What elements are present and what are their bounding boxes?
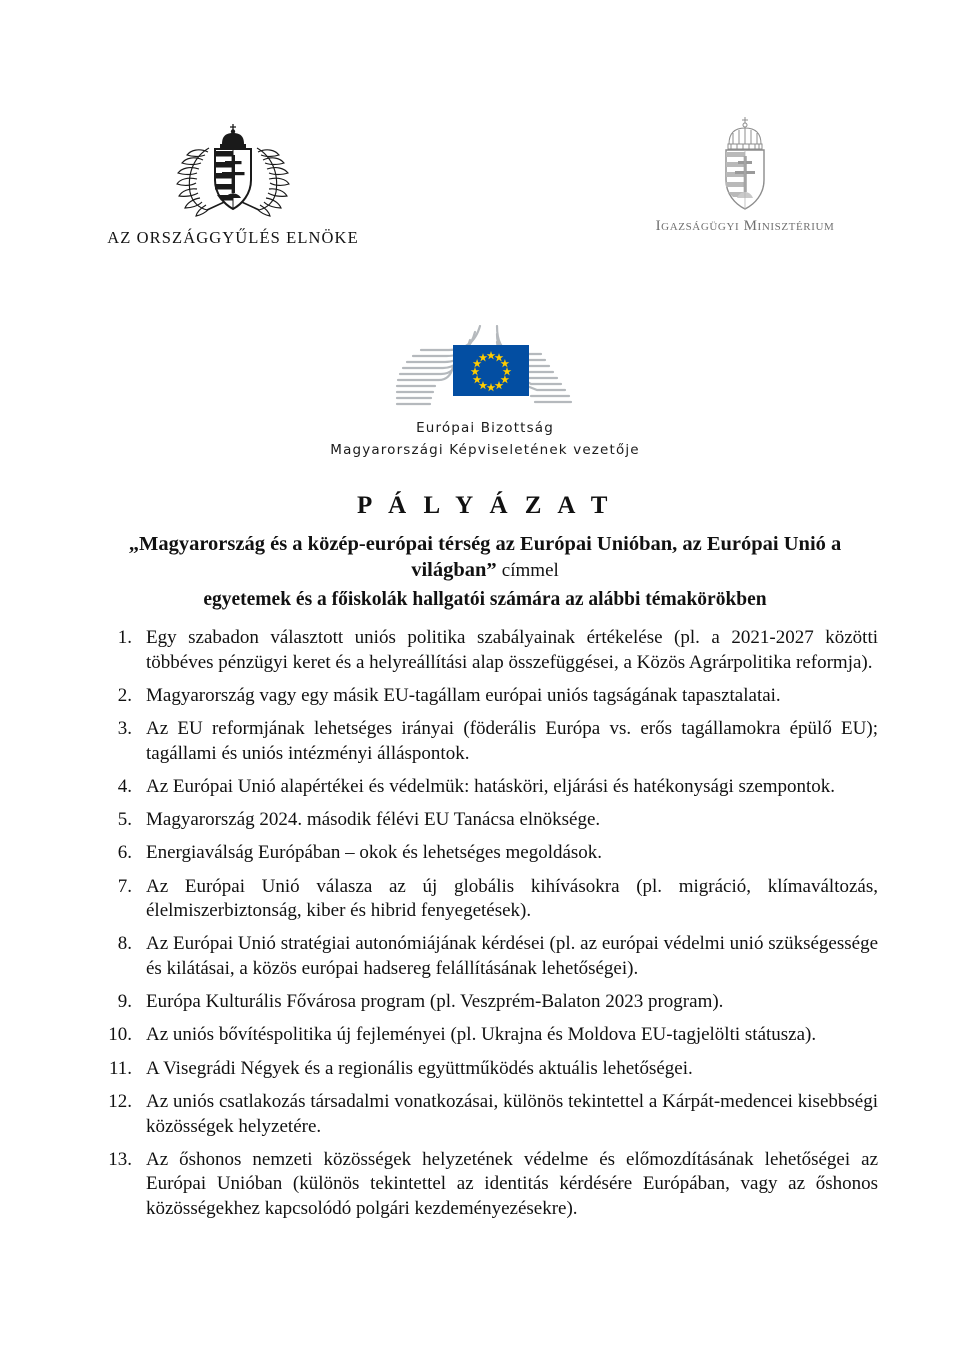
list-item-text: Európa Kulturális Fővárosa program (pl. Veszprém-Balaton 2023 program). (146, 991, 724, 1013)
header-logos (0, 120, 970, 260)
eu-caption-line-2: Magyarországi Képviseletének vezetője (330, 441, 640, 458)
european-commission-block (0, 325, 970, 462)
list-item-text: Az uniós bővítéspolitika új fejleményei (pl. Ukrajna és Moldova EU-tagjelölti státusza). (146, 1024, 817, 1046)
topic-list (88, 626, 878, 1230)
list-item (88, 1057, 878, 1082)
list-item-text: A Visegrádi Négyek és a regionális együttműködés aktuális lehetőségei. (146, 1057, 693, 1079)
european-commission-logo-icon (0, 325, 970, 411)
list-item (88, 1148, 878, 1222)
list-item-number: 9. (117, 991, 132, 1013)
ministry-logo-block (600, 112, 890, 235)
list-item-text: Az Európai Unió alapértékei és védelmük: hatásköri, eljárási és hatékonysági szempontok. (146, 775, 836, 797)
list-item-text: Energiaválság Európában – okok és lehetséges megoldások. (146, 842, 603, 864)
list-item (88, 717, 878, 766)
list-item (88, 1023, 878, 1048)
list-item-number: 8. (117, 933, 132, 955)
list-item-number: 13. (108, 1148, 132, 1170)
list-item-number: 5. (117, 809, 132, 831)
list-item-number: 11. (108, 1057, 132, 1079)
list-item-text: Magyarország 2024. második félévi EU Tanácsa elnöksége. (146, 809, 601, 831)
list-item-text: Az őshonos nemzeti közösségek helyzetének védelme és előmozdításának lehetőségei az Európai Unióban (különös tekintettel az identitás kérdésére Európában, vagy az őshonos közösségekhez kapcsolódó polgári kezdeményezésekre). (146, 1148, 878, 1220)
list-item-number: 7. (117, 875, 132, 897)
european-commission-caption (0, 418, 970, 462)
list-item (88, 932, 878, 981)
list-item (88, 841, 878, 866)
list-item-number: 3. (117, 718, 132, 740)
subtitle (88, 531, 882, 584)
list-item (88, 808, 878, 833)
list-item (88, 684, 878, 709)
list-item-text: Az EU reformjának lehetséges irányai (föderális Európa vs. erős tagállamokra épülő EU); tagállami és uniós intézményi álláspontok. (146, 718, 878, 764)
list-item-text: Egy szabadon választott uniós politika szabályainak értékelése (pl. a 2021-2027 közötti többéves pénzügyi keret és a helyreállítási alap összefüggései, a Közös Agrárpolitika reformja). (146, 627, 878, 673)
audience-line: egyetemek és a főiskolák hallgatói számára az alábbi témakörökben (203, 589, 767, 610)
subtitle-quoted-text: „Magyarország és a közép-európai térség az Európai Unióban, az Európai Unió a világban” (128, 533, 842, 582)
list-item-text: Az uniós csatlakozás társadalmi vonatkozásai, különös tekintettel a Kárpát-medencei kisebbségi közösségek helyzetére. (146, 1090, 878, 1137)
parliament-logo-caption: AZ ORSZÁGGYŰLÉS ELNÖKE (107, 228, 359, 247)
hungarian-coat-of-arms-with-branches-icon (88, 120, 378, 218)
list-item-text: Magyarország vagy egy másik EU-tagállam európai uniós tagságának tapasztalatai. (146, 684, 781, 706)
list-item-number: 10. (108, 1024, 132, 1046)
list-item-number: 6. (117, 842, 132, 864)
list-item-text: Az Európai Unió válasza az új globális kihívásokra (pl. migráció, klímaváltozás, élelmiszerbiztonság, kiber és hibrid fenyegetések). (146, 875, 878, 922)
page-title: P Á L Y Á Z A T (357, 492, 613, 519)
hungarian-coat-of-arms-plain-icon (600, 112, 890, 212)
parliament-logo-block (88, 120, 378, 248)
list-item-number: 2. (117, 684, 132, 706)
list-item (88, 1090, 878, 1139)
list-item (88, 775, 878, 800)
list-item (88, 626, 878, 675)
eu-caption-line-1: Európai Bizottság (416, 420, 554, 436)
list-item-number: 4. (117, 775, 132, 797)
list-item-number: 1. (117, 627, 132, 648)
ministry-logo-caption: Igazságügyi Minisztérium (655, 218, 835, 234)
subtitle-suffix: címmel (501, 560, 559, 582)
list-item (88, 990, 878, 1015)
list-item (88, 875, 878, 924)
list-item-text: Az Európai Unió stratégiai autonómiájának kérdései (pl. az európai védelmi unió szükségessége és kilátásai, a közös európai hadsereg felállításának lehetőségei). (146, 933, 878, 980)
list-item-number: 12. (108, 1090, 132, 1112)
